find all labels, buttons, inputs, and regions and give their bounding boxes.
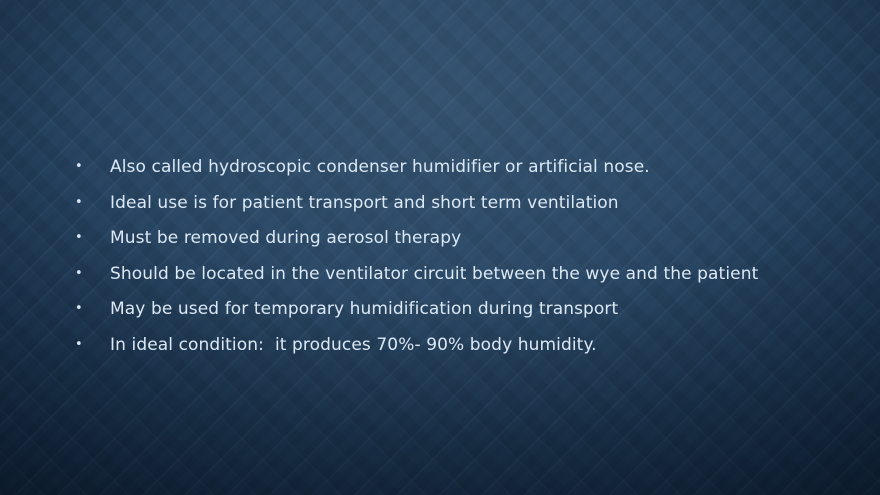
bullet-text: May be used for temporary humidification during transport: [110, 299, 619, 319]
bullet-item: [75, 194, 835, 212]
bullet-text: Ideal use is for patient transport and short term ventilation: [110, 192, 619, 213]
bullet-list: [75, 158, 835, 371]
bullet-item: [75, 300, 835, 318]
bullet-icon: •: [75, 336, 83, 352]
bullet-icon: •: [75, 265, 83, 281]
bullet-text: Also called hydroscopic condenser humidifier or artificial nose.: [110, 157, 650, 177]
bullet-icon: •: [75, 230, 83, 245]
bullet-item: [75, 229, 835, 247]
bullet-text: Should be located in the ventilator circuit between the wye and the patient: [110, 263, 759, 284]
bullet-icon: •: [75, 194, 83, 210]
bullet-item: [75, 158, 835, 176]
bullet-icon: •: [75, 301, 83, 316]
bullet-icon: •: [75, 159, 83, 174]
bullet-item: [75, 336, 835, 354]
bullet-item: [75, 265, 835, 283]
bullet-text: In ideal condition: it produces 70%- 90% body humidity.: [110, 334, 597, 355]
bullet-text: Must be removed during aerosol therapy: [110, 228, 462, 248]
